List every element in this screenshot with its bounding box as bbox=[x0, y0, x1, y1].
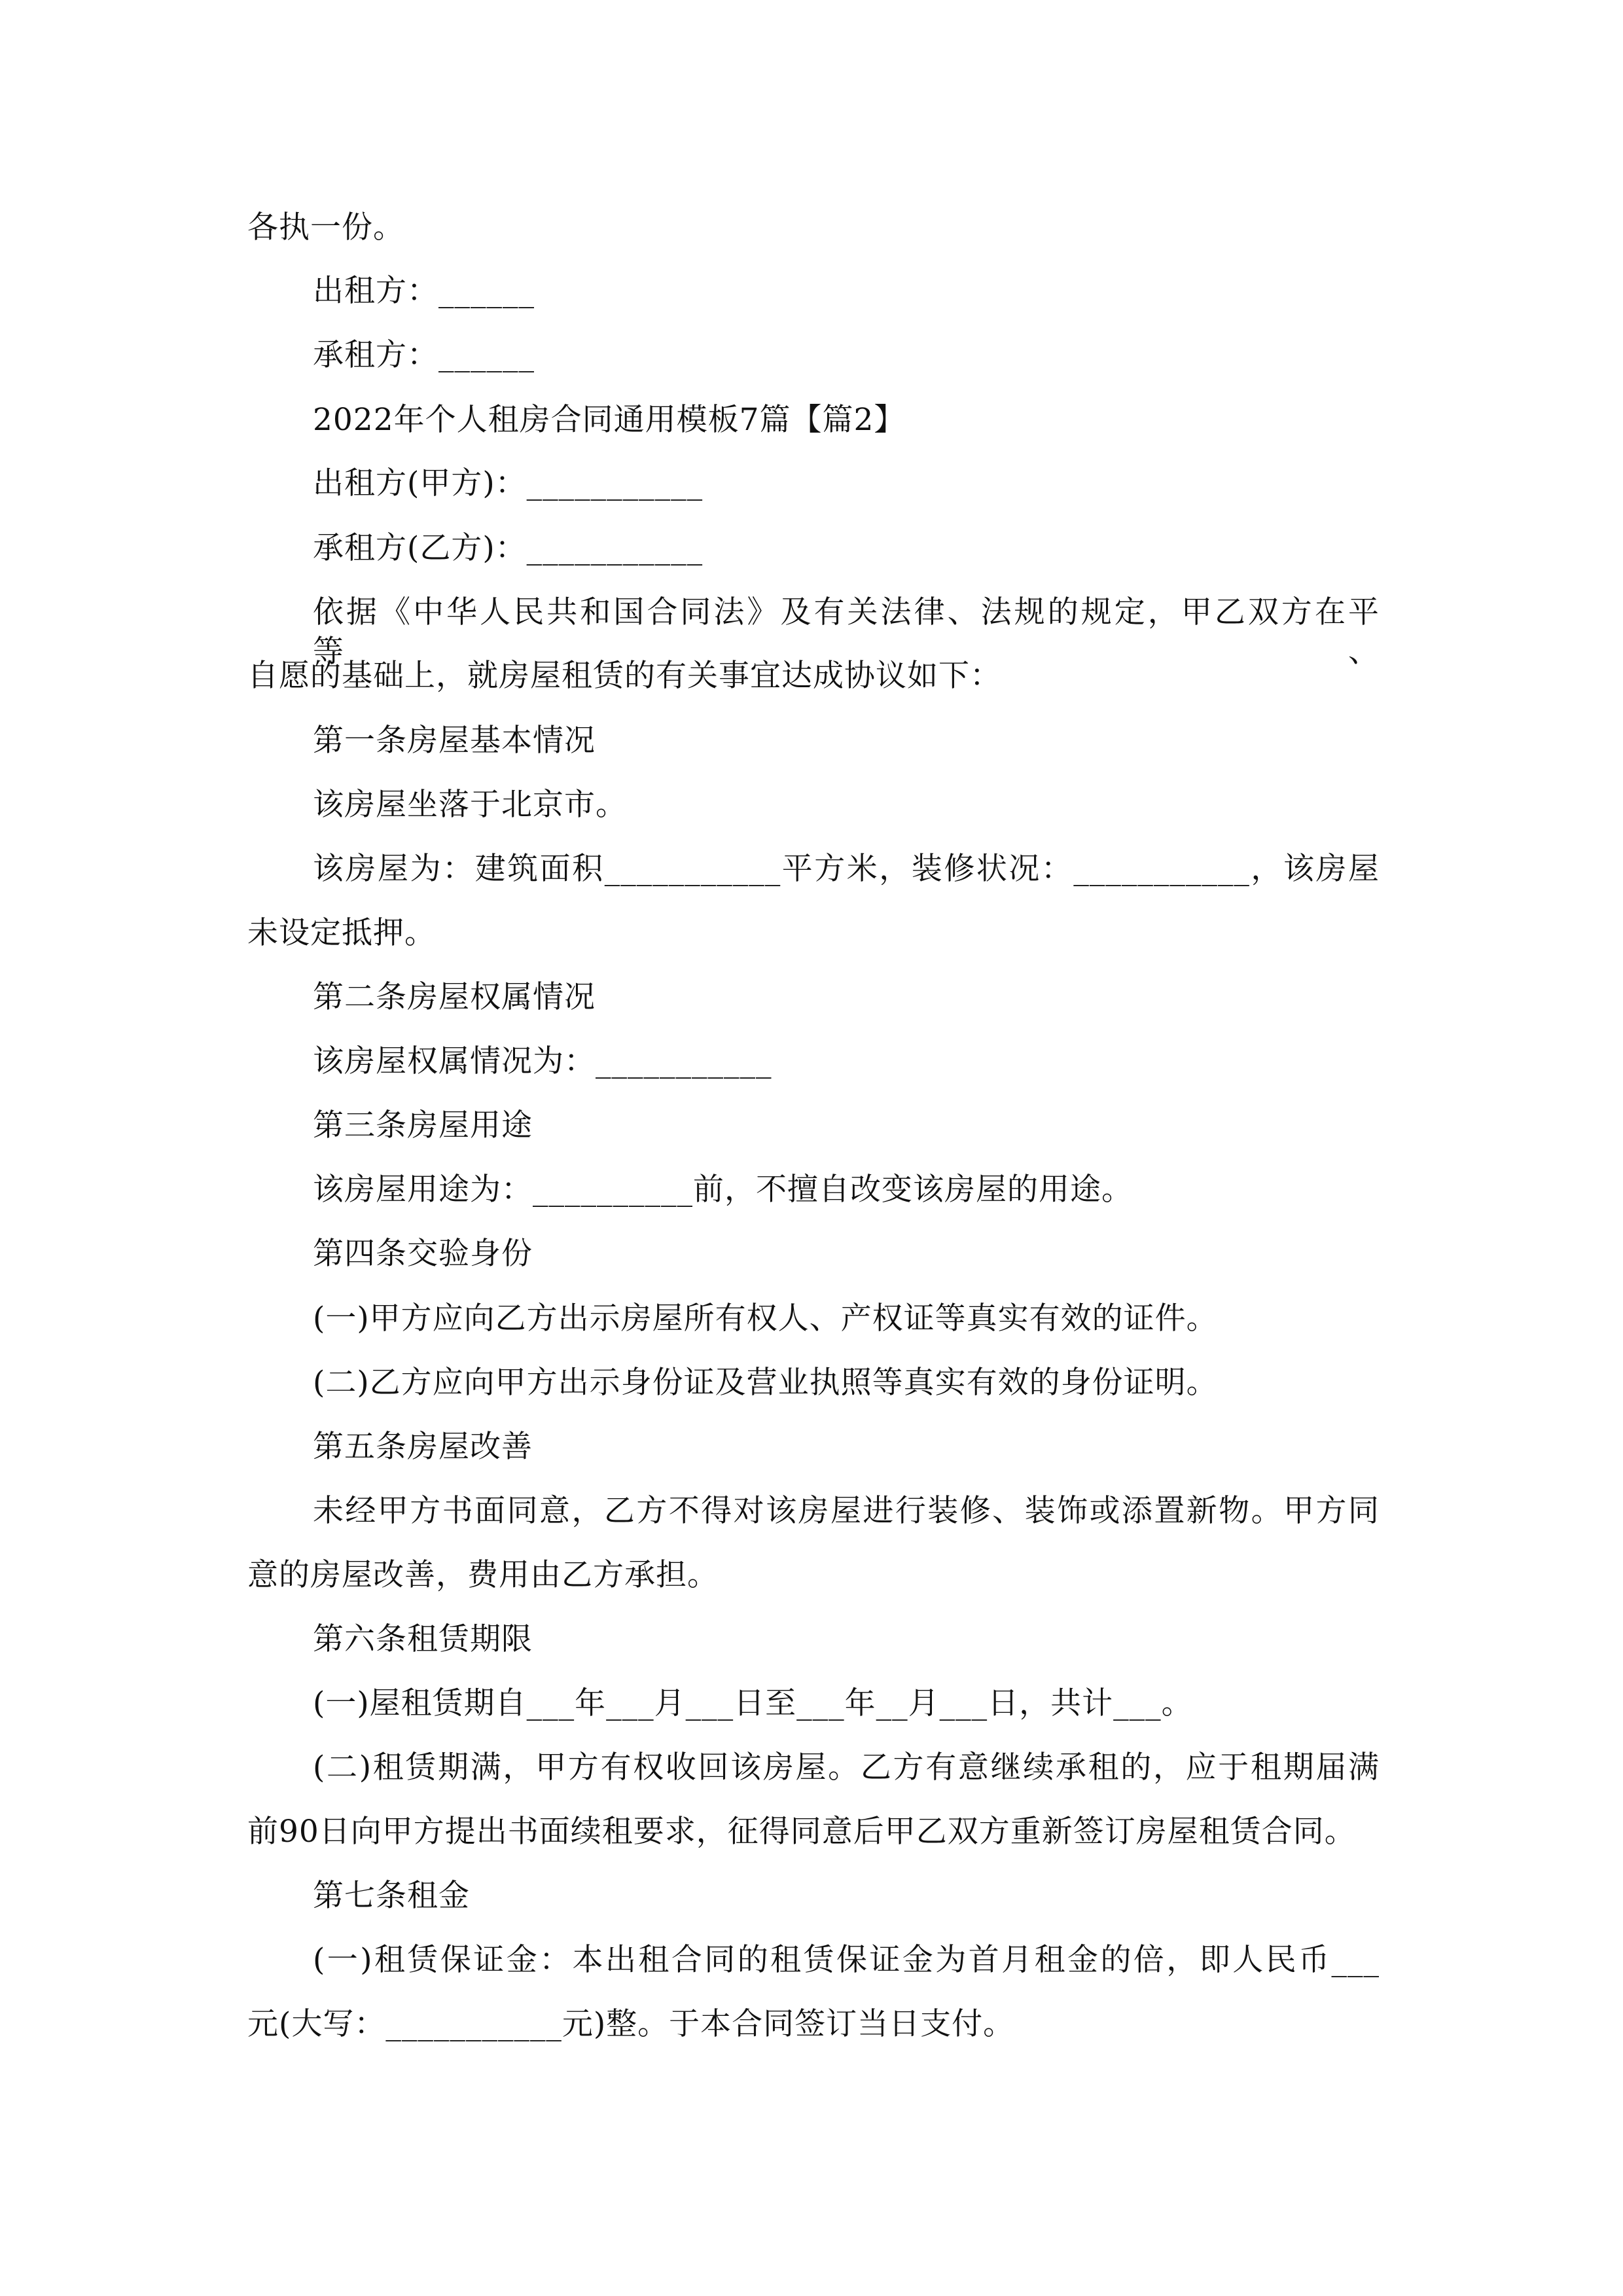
text-line: (一)屋租赁期自___年___月___日至___年__月___日，共计___。 bbox=[313, 1685, 1193, 1721]
section-title: 2022年个人租房合同通用模板7篇【篇2】 bbox=[313, 402, 906, 438]
text-line: 未经甲方书面同意，乙方不得对该房屋进行装修、装饰或添置新物。甲方同 bbox=[313, 1493, 1380, 1529]
clause-heading: 第一条房屋基本情况 bbox=[313, 723, 596, 759]
text-line: (一)甲方应向乙方出示房屋所有权人、产权证等真实有效的证件。 bbox=[313, 1300, 1218, 1336]
text-line: 出租方：______ bbox=[313, 273, 535, 309]
text-line: 依据《中华人民共和国合同法》及有关法律、法规的规定，甲乙双方在平等、 bbox=[313, 594, 1380, 670]
text-line: 前90日向甲方提出书面续租要求，征得同意后甲乙双方重新签订房屋租赁合同。 bbox=[247, 1814, 1356, 1850]
text-line: 自愿的基础上，就房屋租赁的有关事宜达成协议如下： bbox=[247, 658, 1001, 694]
text-line: (二)租赁期满，甲方有权收回该房屋。乙方有意继续承租的，应于租期届满 bbox=[313, 1749, 1380, 1785]
clause-heading: 第七条租金 bbox=[313, 1878, 470, 1914]
text-line: 该房屋权属情况为：___________ bbox=[313, 1043, 772, 1079]
text-line: 该房屋坐落于北京市。 bbox=[313, 787, 627, 823]
text-line: 意的房屋改善，费用由乙方承担。 bbox=[247, 1557, 719, 1593]
clause-heading: 第二条房屋权属情况 bbox=[313, 979, 596, 1015]
text-line: 出租方(甲方)：___________ bbox=[313, 465, 704, 501]
clause-heading: 第三条房屋用途 bbox=[313, 1107, 533, 1143]
text-line: 元(大写：___________元)整。于本合同签订当日支付。 bbox=[247, 2006, 1015, 2042]
text-line: (二)乙方应向甲方出示身份证及营业执照等真实有效的身份证明。 bbox=[313, 1365, 1218, 1401]
text-line: 该房屋用途为：__________前，不擅自改变该房屋的用途。 bbox=[313, 1172, 1133, 1208]
text-line: 承租方(乙方)：___________ bbox=[313, 530, 704, 566]
text-line: (一)租赁保证金：本出租合同的租赁保证金为首月租金的倍，即人民币___ bbox=[313, 1942, 1380, 1978]
text-line: 该房屋为：建筑面积___________平方米，装修状况：___________，该房屋 bbox=[313, 851, 1380, 887]
clause-heading: 第五条房屋改善 bbox=[313, 1429, 533, 1465]
text-line: 各执一份。 bbox=[247, 209, 404, 245]
clause-heading: 第四条交验身份 bbox=[313, 1236, 533, 1272]
text-line: 承租方：______ bbox=[313, 337, 535, 373]
text-line: 未设定抵押。 bbox=[247, 915, 436, 951]
clause-heading: 第六条租赁期限 bbox=[313, 1621, 533, 1657]
